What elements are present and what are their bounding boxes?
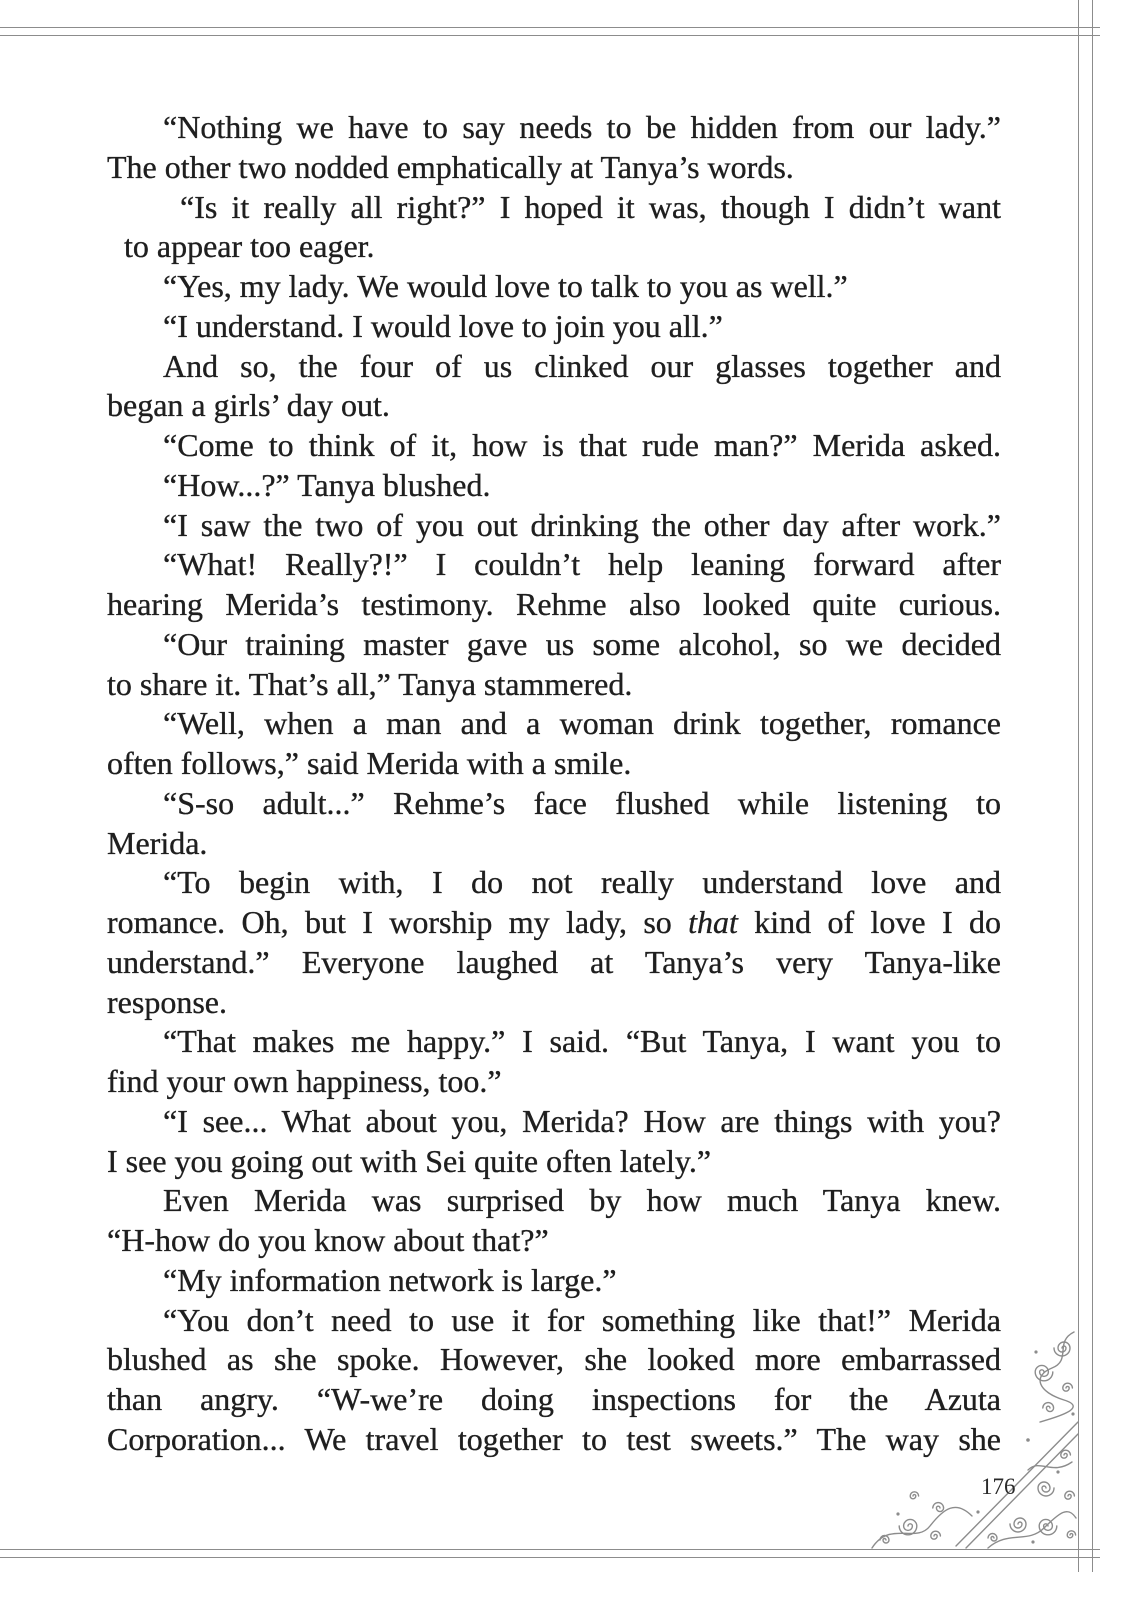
- text-segment: romance. Oh, but I worship my lady, so: [107, 904, 689, 940]
- ornament-swirl: [910, 1492, 918, 1499]
- ornament-swirl: [1039, 1519, 1057, 1534]
- body-text-line: to share it. That’s all,” Tanya stammered.: [107, 665, 633, 702]
- ornament-swirl: [1063, 1383, 1073, 1391]
- body-text-line: find your own happiness, too.”: [107, 1063, 502, 1099]
- body-text-line: “Is it really all right?” I hoped it was, though I didn’t want: [180, 188, 1001, 225]
- body-text-line: “Come to think of it, how is that rude man?” Merida asked.: [163, 427, 1001, 463]
- ornament-dot: [896, 1512, 899, 1515]
- body-text-line: “My information network is large.”: [163, 1261, 617, 1298]
- ornament-swirl: [1061, 1450, 1071, 1458]
- body-text-line: Even Merida was surprised by how much Tanya knew.: [163, 1182, 1001, 1219]
- ornament-dot: [1031, 1540, 1034, 1543]
- body-text-line: The other two nodded emphatically at Tanya’s words.: [107, 148, 794, 185]
- ornament-swirl: [1038, 1482, 1054, 1496]
- body-text-line: hearing Merida’s testimony. Rehme also looked quite curious.: [107, 586, 1001, 622]
- ornament-dot: [1071, 1412, 1074, 1415]
- body-text-line: “You don’t need to use it for something like that!” Merida: [163, 1301, 1001, 1338]
- body-text-line: “What! Really?!” I couldn’t help leaning forward after: [163, 546, 1001, 583]
- ornament-dot: [1026, 1438, 1030, 1442]
- body-text-line: “To begin with, I do not really understand love and: [163, 864, 1001, 901]
- ornament-swirl: [1043, 1403, 1054, 1412]
- ornament-dot: [1034, 1350, 1037, 1353]
- body-text-line: blushed as she spoke. However, she looked more embarrassed: [107, 1341, 1001, 1378]
- body-text-line: “I see... What about you, Merida? How are things with you?: [163, 1102, 1001, 1139]
- body-text-line: “That makes me happy.” I said. “But Tanya, I want you to: [163, 1023, 1001, 1060]
- body-text-line: began a girls’ day out.: [107, 387, 390, 424]
- ornament-swirl: [1067, 1531, 1075, 1538]
- body-text-line: often follows,” said Merida with a smile.: [107, 745, 632, 781]
- body-text-line: Merida.: [107, 824, 208, 861]
- body-text-line: “Our training master gave us some alcohol, so we decided: [163, 625, 1001, 662]
- body-text-line: “Yes, my lady. We would love to talk to you as well.”: [163, 268, 848, 304]
- ornament-swirl: [899, 1519, 917, 1534]
- body-text-line: “How...?” Tanya blushed.: [163, 466, 491, 503]
- ornament-vine: [872, 1507, 972, 1548]
- body-text-line: response.: [107, 983, 227, 1020]
- body-text-line: understand.” Everyone laughed at Tanya’s very Tanya-like: [107, 943, 1001, 980]
- body-text-line: than angry. “W-we’re doing inspections for the Azuta: [107, 1381, 1001, 1417]
- page-border-top-outer: [0, 27, 1100, 28]
- page-number: 176: [981, 1474, 1016, 1499]
- ornament-swirl: [933, 1503, 944, 1512]
- body-text-line: “I saw the two of you out drinking the other day after work.”: [163, 506, 1001, 543]
- body-text-line: “S-so adult...” Rehme’s face flushed while listening to: [163, 784, 1001, 821]
- body-text-line: “H-how do you know about that?”: [107, 1222, 549, 1258]
- emphasis-text: that: [688, 904, 738, 940]
- text-segment: kind of love I do: [737, 904, 1002, 940]
- ornament-swirl: [988, 1534, 997, 1542]
- body-text-line: [107, 903, 1001, 943]
- ornament-swirl: [1010, 1518, 1026, 1532]
- ornament-swirl: [931, 1531, 941, 1539]
- body-text-line: I see you going out with Sei quite often lately.”: [107, 1142, 712, 1179]
- body-text-line: “I understand. I would love to join you all.”: [163, 307, 723, 344]
- body-text-line: And so, the four of us clinked our glasses together and: [163, 347, 1001, 384]
- ornament-dot: [976, 1510, 979, 1513]
- body-text-line: to appear too eager.: [124, 228, 375, 265]
- body-text-line: “Nothing we have to say needs to be hidden from our lady.”: [163, 109, 1001, 145]
- ornament-swirl: [1065, 1491, 1075, 1499]
- body-text-line: Corporation... We travel together to test sweets.” The way she: [107, 1420, 1001, 1457]
- page-border-top-inner: [0, 35, 1100, 36]
- page-body-text: [107, 108, 1001, 1460]
- ornament-dot: [1056, 1470, 1059, 1473]
- body-text-line: “Well, when a man and a woman drink together, romance: [163, 705, 1001, 742]
